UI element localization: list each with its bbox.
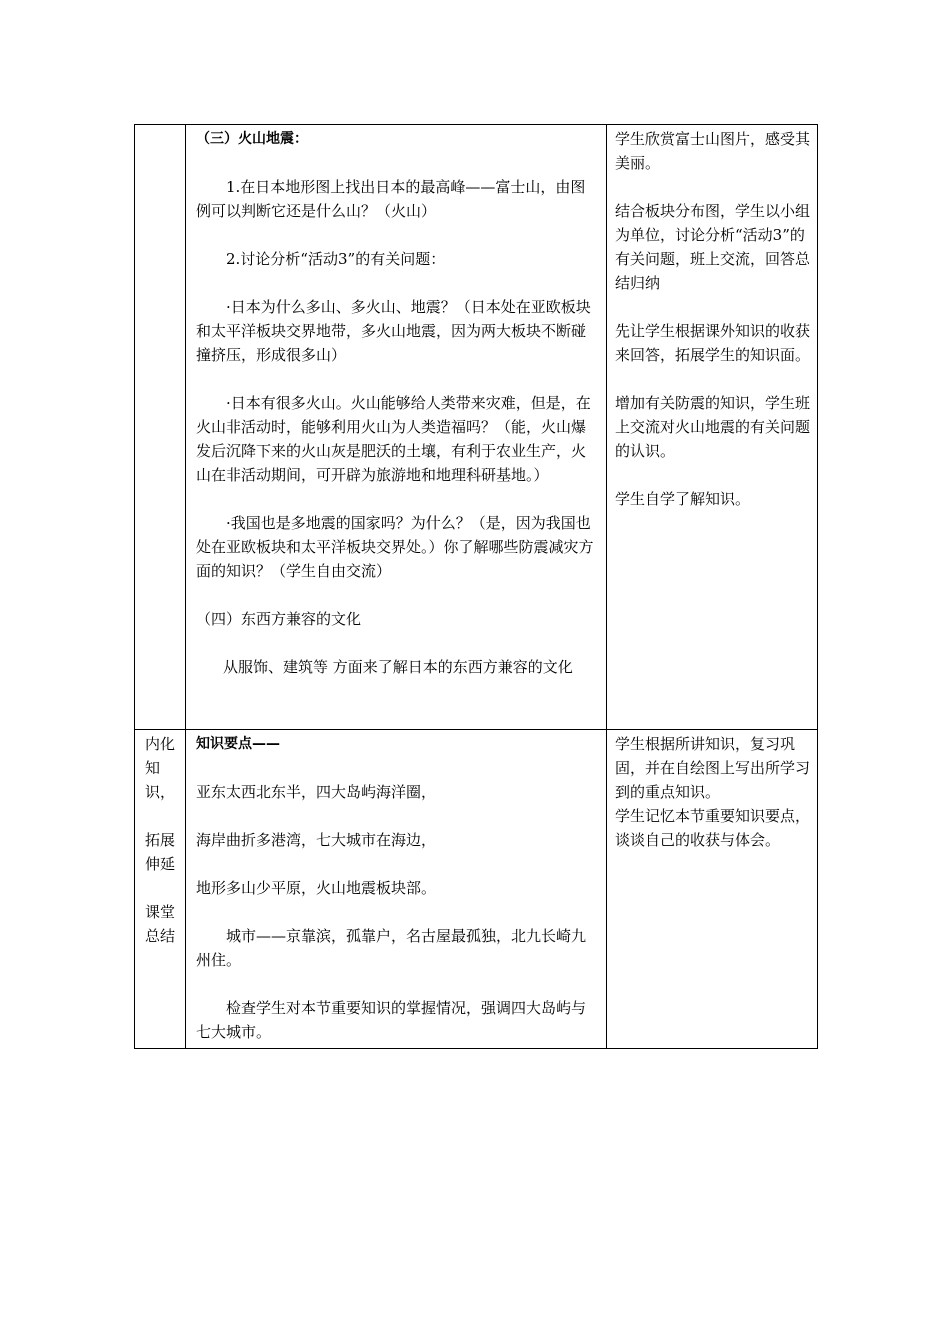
content-paragraph: ·日本有很多火山。火山能够给人类带来灾难，但是，在火山非活动时，能够利用火山为人类造福吗？（能，火山爆发后沉降下来的火山灰是肥沃的土壤，有利于农业生产，火山在非活动期间，可开辟为旅游地和地理科研基地。） [196,394,591,484]
content-paragraph: 1.在日本地形图上找出日本的最高峰——富士山，由图例可以判断它还是什么山？（火山） [196,178,586,220]
section-heading-volcano: （三）火山地震： [196,131,308,147]
mnemonic-line: 地形多山少平原，火山地震板块部。 [196,879,437,897]
stage-label: 课堂总结 [145,903,176,945]
activity-note: 学生欣赏富士山图片，感受其美丽。 [615,130,811,172]
student-activity-cell [607,730,818,1049]
empty-label-cell [135,125,186,730]
section-heading-culture: （四）东西方兼容的文化 [196,610,362,628]
content-paragraph: 2.讨论分析“活动3”的有关问题： [226,250,446,268]
mnemonic-line: 亚东太西北东半，四大岛屿海洋圈， [196,783,437,801]
mnemonic-line: 海岸曲折多港湾，七大城市在海边， [196,831,437,849]
content-paragraph: 检查学生对本节重要知识的掌握情况，强调四大岛屿与七大城市。 [196,999,587,1041]
student-activity-cell [607,125,818,730]
stage-label: 拓展伸延 [145,831,176,873]
teaching-content-cell [186,125,607,730]
activity-note: 学生记忆本节重要知识要点，谈谈自己的收获与体会。 [615,807,811,849]
stage-label-cell [135,730,186,1049]
content-paragraph: ·日本为什么多山、多火山、地震？（日本处在亚欧板块和太平洋板块交界地带，多火山地震，因为两大板块不断碰撞挤压，形成很多山） [196,298,591,364]
activity-note: 增加有关防震的知识，学生班上交流对火山地震的有关问题的认识。 [615,394,811,460]
summary-content-cell [186,730,607,1049]
table-row [135,125,818,730]
stage-label: 内化知识， [145,735,176,801]
activity-note: 学生根据所讲知识，复习巩固，并在自绘图上写出所学习到的重点知识。 [615,735,811,801]
content-paragraph: ·我国也是多地震的国家吗？为什么？（是，因为我国也处在亚欧板块和太平洋板块交界处。）你了解哪些防震减灾方面的知识？（学生自由交流） [196,514,594,580]
lesson-plan-table [134,124,818,1049]
content-paragraph: 从服饰、建筑等 方面来了解日本的东西方兼容的文化 [223,658,573,676]
activity-note: 结合板块分布图，学生以小组为单位，讨论分析“活动3”的有关问题，班上交流，回答总结归纳 [615,202,811,292]
activity-note: 学生自学了解知识。 [615,490,751,508]
mnemonic-line: 城市——京靠滨，孤靠户，名古屋最孤独，北九长崎九州住。 [196,927,587,969]
table-row [135,730,818,1049]
activity-note: 先让学生根据课外知识的收获来回答，拓展学生的知识面。 [615,322,811,364]
section-heading-key-points: 知识要点—— [196,736,280,752]
